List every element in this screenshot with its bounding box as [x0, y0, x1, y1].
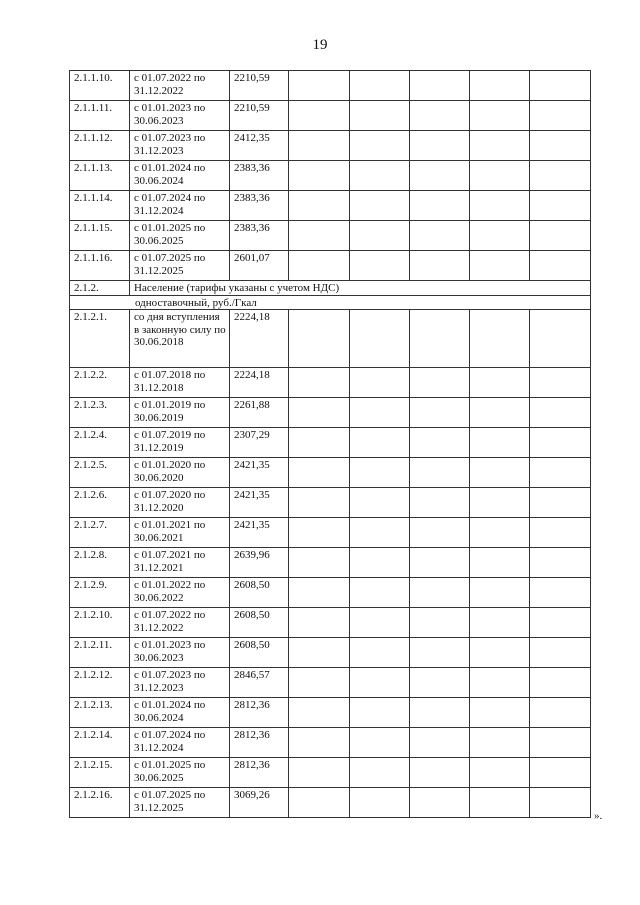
empty-cell: [530, 71, 591, 101]
row-period: с 01.07.2022 по 31.12.2022: [130, 608, 230, 638]
empty-cell: [289, 758, 350, 788]
section-header: [70, 281, 591, 368]
empty-cell: [289, 191, 350, 221]
row-period: с 01.07.2024 по 31.12.2024: [130, 728, 230, 758]
empty-cell: [410, 608, 470, 638]
empty-cell: [350, 668, 410, 698]
empty-cell: [530, 428, 591, 458]
empty-cell: [470, 668, 530, 698]
row-value: 2383,36: [230, 191, 289, 221]
row-value: 2608,50: [230, 638, 289, 668]
empty-cell: [470, 191, 530, 221]
empty-cell: [410, 161, 470, 191]
empty-cell: [350, 758, 410, 788]
empty-cell: [530, 101, 591, 131]
row-code: 2.1.2.7.: [70, 518, 130, 548]
empty-cell: [350, 191, 410, 221]
empty-cell: [289, 131, 350, 161]
empty-cell: [470, 788, 530, 818]
empty-cell: [289, 698, 350, 728]
table-row: [70, 191, 591, 221]
empty-cell: [470, 488, 530, 518]
row-code: 2.1.1.16.: [70, 251, 130, 281]
empty-cell: [530, 608, 591, 638]
row-value: 2383,36: [230, 221, 289, 251]
empty-cell: [410, 578, 470, 608]
row-code: 2.1.1.10.: [70, 71, 130, 101]
table-row: [70, 668, 591, 698]
row-period: с 01.07.2022 по 31.12.2022: [130, 71, 230, 101]
empty-cell: [350, 578, 410, 608]
tariff-rows-b: [70, 368, 591, 818]
row-code: 2.1.2.5.: [70, 458, 130, 488]
empty-cell: [289, 668, 350, 698]
empty-cell: [289, 71, 350, 101]
table-row: [70, 788, 591, 818]
row-value: 2608,50: [230, 578, 289, 608]
table-row: [70, 518, 591, 548]
row-period: с 01.01.2020 по 30.06.2020: [130, 458, 230, 488]
empty-cell: [410, 398, 470, 428]
empty-cell: [410, 221, 470, 251]
empty-cell: [530, 161, 591, 191]
row-period: с 01.01.2025 по 30.06.2025: [130, 221, 230, 251]
row-period: с 01.07.2023 по 31.12.2023: [130, 131, 230, 161]
empty-cell: [470, 548, 530, 578]
row-value: 2639,96: [230, 548, 289, 578]
row-value: 2421,35: [230, 518, 289, 548]
empty-cell: [410, 101, 470, 131]
row-value: 2421,35: [230, 488, 289, 518]
empty-cell: [350, 788, 410, 818]
closing-quote-mark: ».: [594, 810, 603, 822]
empty-cell: [410, 758, 470, 788]
empty-cell: [530, 458, 591, 488]
table-row: [70, 398, 591, 428]
row-period: с 01.07.2025 по 31.12.2025: [130, 251, 230, 281]
empty-cell: [470, 728, 530, 758]
empty-cell: [470, 131, 530, 161]
row-code: 2.1.2.11.: [70, 638, 130, 668]
table-row: [70, 71, 591, 101]
row-value: 2601,07: [230, 251, 289, 281]
empty-cell: [410, 368, 470, 398]
empty-cell: [530, 548, 591, 578]
row-period: с 01.01.2023 по 30.06.2023: [130, 638, 230, 668]
tariff-table: [69, 70, 591, 818]
row-code: 2.1.1.15.: [70, 221, 130, 251]
row-code: 2.1.2.15.: [70, 758, 130, 788]
empty-cell: [410, 251, 470, 281]
empty-cell: [350, 251, 410, 281]
empty-cell: [350, 161, 410, 191]
row-period: с 01.01.2019 по 30.06.2019: [130, 398, 230, 428]
table-row: [70, 638, 591, 668]
row-period: с 01.07.2018 по 31.12.2018: [130, 368, 230, 398]
row-value: 2608,50: [230, 608, 289, 638]
row-code: 2.1.2.4.: [70, 428, 130, 458]
row-code: 2.1.2.13.: [70, 698, 130, 728]
row-code: 2.1.2.6.: [70, 488, 130, 518]
empty-cell: [470, 101, 530, 131]
empty-cell: [530, 368, 591, 398]
row-period: с 01.01.2023 по 30.06.2023: [130, 101, 230, 131]
empty-cell: [530, 191, 591, 221]
empty-cell: [350, 368, 410, 398]
empty-cell: [350, 71, 410, 101]
row-value: 2812,36: [230, 728, 289, 758]
empty-cell: [470, 221, 530, 251]
empty-cell: [289, 161, 350, 191]
empty-cell: [530, 488, 591, 518]
row-period: с 01.07.2025 по 31.12.2025: [130, 788, 230, 818]
empty-cell: [289, 101, 350, 131]
empty-cell: [530, 668, 591, 698]
table-row: [70, 428, 591, 458]
table-row: [70, 698, 591, 728]
empty-cell: [530, 251, 591, 281]
row-value: 2224,18: [230, 310, 289, 368]
row-period: со дня вступления в законную силу по 30.06.2018: [130, 310, 230, 368]
empty-cell: [530, 788, 591, 818]
tariff-rows-a: [70, 71, 591, 281]
row-value: 2812,36: [230, 758, 289, 788]
row-code: 2.1.1.12.: [70, 131, 130, 161]
empty-cell: [470, 161, 530, 191]
empty-cell: [289, 728, 350, 758]
empty-cell: [410, 698, 470, 728]
empty-cell: [530, 698, 591, 728]
row-code: 2.1.1.11.: [70, 101, 130, 131]
empty-cell: [470, 608, 530, 638]
row-period: с 01.07.2019 по 31.12.2019: [130, 428, 230, 458]
empty-cell: [530, 758, 591, 788]
empty-cell: [350, 221, 410, 251]
row-value: 2812,36: [230, 698, 289, 728]
row-value: 2261,88: [230, 398, 289, 428]
row-value: 2224,18: [230, 368, 289, 398]
empty-cell: [410, 518, 470, 548]
section-subtitle: одноставочный, руб./Гкал: [70, 295, 591, 310]
empty-cell: [410, 668, 470, 698]
empty-cell: [289, 638, 350, 668]
empty-cell: [289, 488, 350, 518]
row-value: 2383,36: [230, 161, 289, 191]
empty-cell: [410, 428, 470, 458]
empty-cell: [470, 578, 530, 608]
row-code: 2.1.2.16.: [70, 788, 130, 818]
empty-cell: [470, 518, 530, 548]
row-period: с 01.07.2020 по 31.12.2020: [130, 488, 230, 518]
table-row: [70, 251, 591, 281]
section-code: 2.1.2.: [70, 281, 130, 296]
row-value: 2421,35: [230, 458, 289, 488]
empty-cell: [289, 398, 350, 428]
empty-cell: [470, 428, 530, 458]
empty-cell: [410, 131, 470, 161]
empty-cell: [350, 398, 410, 428]
empty-cell: [289, 518, 350, 548]
empty-cell: [289, 251, 350, 281]
row-period: с 01.01.2024 по 30.06.2024: [130, 161, 230, 191]
empty-cell: [289, 310, 350, 368]
row-period: с 01.01.2021 по 30.06.2021: [130, 518, 230, 548]
empty-cell: [410, 638, 470, 668]
empty-cell: [289, 578, 350, 608]
row-period: с 01.01.2025 по 30.06.2025: [130, 758, 230, 788]
table-row: [70, 101, 591, 131]
empty-cell: [470, 310, 530, 368]
empty-cell: [289, 548, 350, 578]
empty-cell: [410, 71, 470, 101]
table-row: [70, 368, 591, 398]
empty-cell: [470, 458, 530, 488]
table-row: [70, 608, 591, 638]
empty-cell: [350, 101, 410, 131]
empty-cell: [410, 728, 470, 758]
row-period: с 01.07.2021 по 31.12.2021: [130, 548, 230, 578]
empty-cell: [530, 518, 591, 548]
empty-cell: [470, 71, 530, 101]
row-value: 2210,59: [230, 71, 289, 101]
table-row: [70, 758, 591, 788]
row-value: 3069,26: [230, 788, 289, 818]
table-row: [70, 221, 591, 251]
row-value: 2846,57: [230, 668, 289, 698]
empty-cell: [350, 728, 410, 758]
row-value: 2412,35: [230, 131, 289, 161]
row-value: 2307,29: [230, 428, 289, 458]
empty-cell: [289, 368, 350, 398]
empty-cell: [410, 191, 470, 221]
empty-cell: [350, 488, 410, 518]
table-row: [70, 548, 591, 578]
empty-cell: [289, 221, 350, 251]
empty-cell: [289, 788, 350, 818]
empty-cell: [350, 458, 410, 488]
empty-cell: [410, 788, 470, 818]
empty-cell: [530, 578, 591, 608]
row-value: 2210,59: [230, 101, 289, 131]
table-row: [70, 131, 591, 161]
empty-cell: [470, 638, 530, 668]
empty-cell: [289, 608, 350, 638]
empty-cell: [410, 488, 470, 518]
empty-cell: [530, 131, 591, 161]
empty-cell: [470, 698, 530, 728]
section-title: Население (тарифы указаны с учетом НДС): [130, 281, 591, 296]
empty-cell: [350, 608, 410, 638]
empty-cell: [410, 310, 470, 368]
empty-cell: [350, 518, 410, 548]
row-code: 2.1.2.8.: [70, 548, 130, 578]
row-code: 2.1.2.10.: [70, 608, 130, 638]
row-code: 2.1.2.3.: [70, 398, 130, 428]
row-period: с 01.07.2024 по 31.12.2024: [130, 191, 230, 221]
empty-cell: [470, 398, 530, 428]
empty-cell: [470, 758, 530, 788]
row-code: 2.1.1.14.: [70, 191, 130, 221]
empty-cell: [530, 398, 591, 428]
empty-cell: [289, 458, 350, 488]
empty-cell: [470, 251, 530, 281]
row-code: 2.1.2.12.: [70, 668, 130, 698]
empty-cell: [350, 310, 410, 368]
empty-cell: [530, 221, 591, 251]
empty-cell: [410, 548, 470, 578]
table-row: [70, 578, 591, 608]
empty-cell: [530, 728, 591, 758]
empty-cell: [410, 458, 470, 488]
empty-cell: [350, 428, 410, 458]
row-period: с 01.01.2022 по 30.06.2022: [130, 578, 230, 608]
row-period: с 01.01.2024 по 30.06.2024: [130, 698, 230, 728]
empty-cell: [350, 131, 410, 161]
table-row: [70, 458, 591, 488]
empty-cell: [350, 548, 410, 578]
row-code: 2.1.2.9.: [70, 578, 130, 608]
row-period: с 01.07.2023 по 31.12.2023: [130, 668, 230, 698]
page-number: 19: [312, 37, 328, 53]
row-code: 2.1.2.14.: [70, 728, 130, 758]
table-row: [70, 488, 591, 518]
empty-cell: [289, 428, 350, 458]
empty-cell: [350, 698, 410, 728]
row-code: 2.1.2.1.: [70, 310, 130, 368]
row-code: 2.1.1.13.: [70, 161, 130, 191]
empty-cell: [530, 310, 591, 368]
empty-cell: [350, 638, 410, 668]
table-row: [70, 728, 591, 758]
row-code: 2.1.2.2.: [70, 368, 130, 398]
empty-cell: [470, 368, 530, 398]
table-row: [70, 161, 591, 191]
empty-cell: [530, 638, 591, 668]
